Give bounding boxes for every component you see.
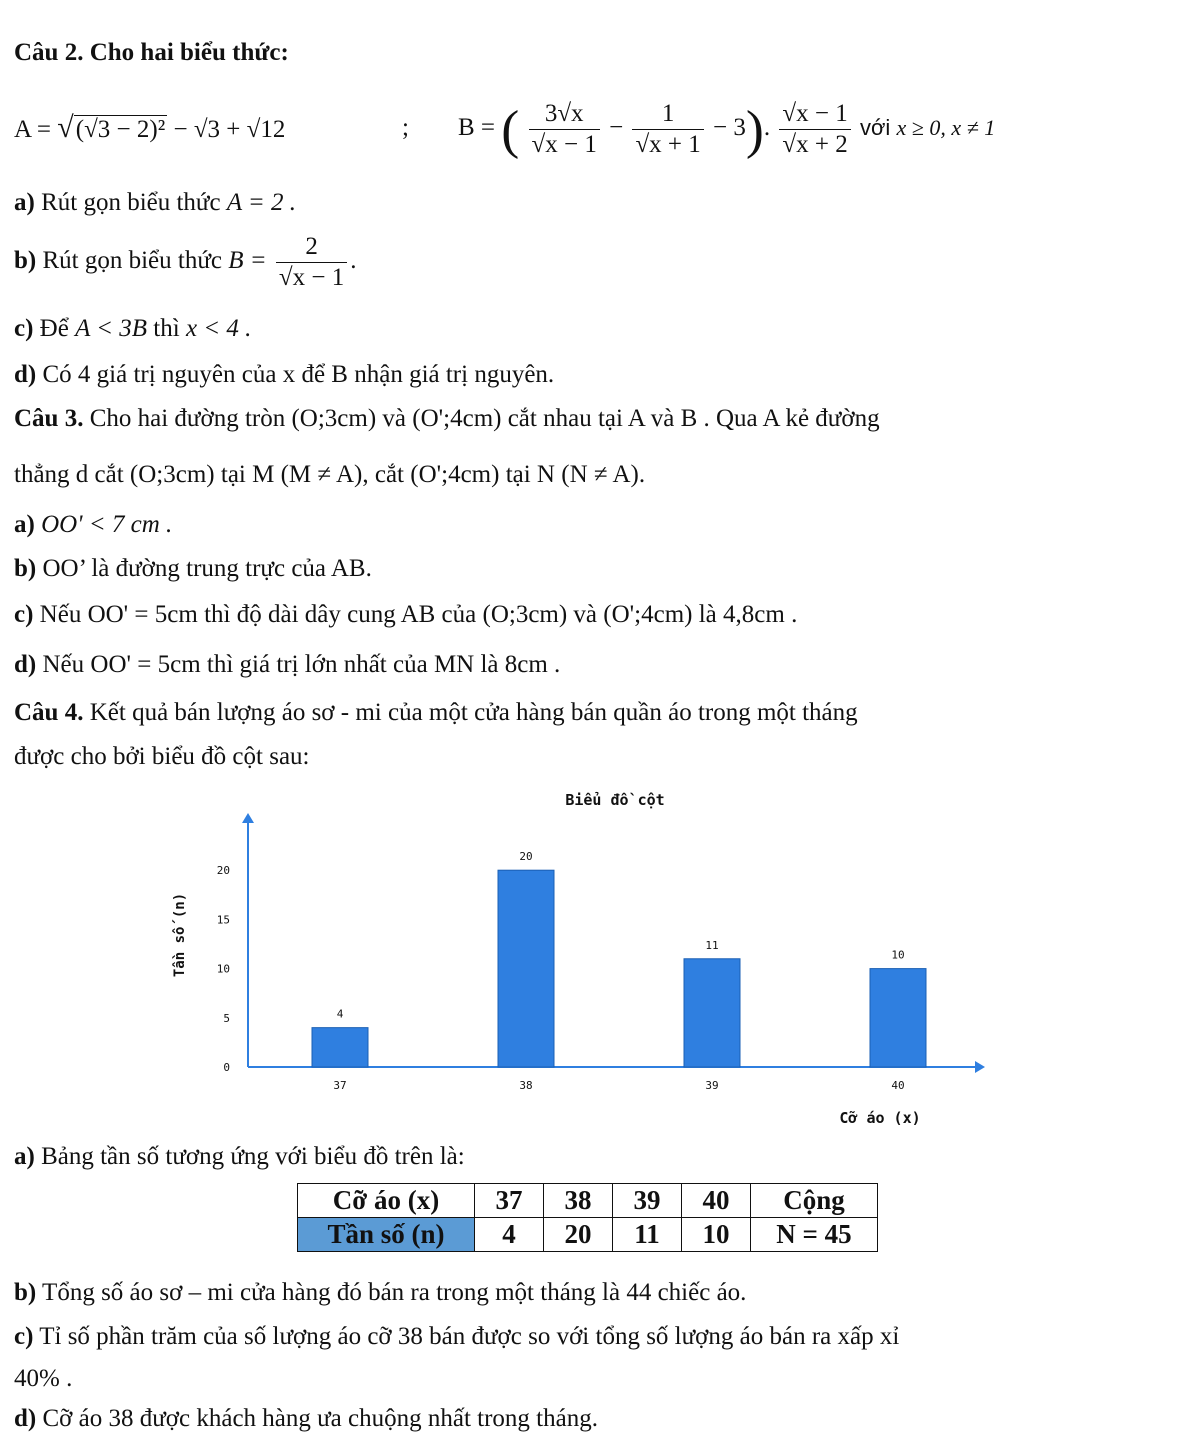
expr-b-minus-three: − 3 xyxy=(713,114,746,141)
q3-b-label: b) xyxy=(14,555,37,582)
frequency-table xyxy=(297,1183,878,1252)
q2-title: Câu 2. xyxy=(14,39,84,66)
table-cell: N = 45 xyxy=(751,1218,878,1252)
q4-a-label: a) xyxy=(14,1143,35,1170)
q3-c-text: Nếu OO' = 5cm thì độ dài dây cung AB của (O;3cm) và (O';4cm) là 4,8cm . xyxy=(39,601,798,628)
q2-c-text2: thì xyxy=(153,315,180,342)
q3-d-label: d) xyxy=(14,651,37,678)
q2-b-frac-num: 2 xyxy=(276,232,347,263)
table-cell: 37 xyxy=(475,1184,544,1218)
table-cell: Tần số (n) xyxy=(298,1218,475,1252)
chart-title: Biểu đồ cột xyxy=(565,791,665,809)
q2-intro: Cho hai biểu thức: xyxy=(89,39,289,66)
q3-a-label: a) xyxy=(14,511,35,538)
q4-line1 xyxy=(14,696,858,730)
frac2-den: √x + 1 xyxy=(635,130,701,158)
frac3-num: √x − 1 xyxy=(779,99,850,130)
bar xyxy=(684,959,740,1067)
frac3-den: √x + 2 xyxy=(782,130,848,158)
frac1-den: √x − 1 xyxy=(531,130,597,158)
expr-a-radicand: (√3 − 2)² xyxy=(75,116,166,143)
q3-line1 xyxy=(14,402,880,436)
expr-a-rest: − √3 + √12 xyxy=(173,116,286,143)
q4-c xyxy=(14,1320,899,1354)
q3-c-label: c) xyxy=(14,601,34,628)
q4-b-text: Tổng số áo sơ – mi cửa hàng đó bán ra trong một tháng là 44 chiếc áo. xyxy=(42,1279,747,1306)
q2-d-text: Có 4 giá trị nguyên của x để B nhận giá trị nguyên. xyxy=(42,361,555,388)
x-tick-label: 40 xyxy=(891,1079,905,1092)
y-tick-label: 15 xyxy=(216,913,230,927)
table-cell: Cỡ áo (x) xyxy=(298,1184,475,1218)
q2-b xyxy=(14,226,356,296)
q2-heading xyxy=(14,36,289,70)
q2-a xyxy=(14,186,296,220)
q3-c xyxy=(14,598,797,632)
q2-c xyxy=(14,312,251,346)
table-cell: 4 xyxy=(475,1218,544,1252)
bar-chart xyxy=(160,785,1000,1130)
expr-b-label: B = xyxy=(458,114,496,141)
table-row xyxy=(298,1218,878,1252)
q4-d xyxy=(14,1402,598,1436)
q4-c-text1: Tỉ số phần trăm của số lượng áo cỡ 38 bán được so với tổng số lượng áo bán ra xấp xỉ xyxy=(39,1323,900,1350)
chart-xlabel: Cỡ áo (x) xyxy=(839,1109,921,1127)
table-cell: 10 xyxy=(682,1218,751,1252)
x-tick-label: 37 xyxy=(333,1079,347,1092)
bar xyxy=(870,969,926,1067)
q3-title: Câu 3. xyxy=(14,405,84,432)
x-tick-label: 39 xyxy=(705,1079,719,1092)
q4-a-text: Bảng tần số tương ứng với biểu đồ trên là: xyxy=(41,1143,465,1170)
q4-b-label: b) xyxy=(14,1279,37,1306)
bar-data-label: 10 xyxy=(891,948,905,962)
q3-a-math: OO' < 7 cm . xyxy=(41,511,173,538)
bar xyxy=(498,870,554,1067)
table-cell: Cộng xyxy=(751,1184,878,1218)
expr-b-dot: . xyxy=(763,114,771,141)
y-tick-label: 10 xyxy=(216,962,230,976)
q2-b-label: b) xyxy=(14,247,37,274)
q3-d-text: Nếu OO' = 5cm thì giá trị lớn nhất của MN là 8cm . xyxy=(42,651,561,678)
chart-ylabel: Tần số (n) xyxy=(172,892,188,978)
table-cell: 39 xyxy=(613,1184,682,1218)
q2-c-math1: A < 3B xyxy=(75,315,148,342)
q2-a-label: a) xyxy=(14,189,35,216)
q2-c-math2: x < 4 . xyxy=(185,315,252,342)
bar-data-label: 20 xyxy=(519,850,533,864)
q4-text1: Kết quả bán lượng áo sơ - mi của một cửa hàng bán quần áo trong một tháng xyxy=(89,699,858,726)
q4-b xyxy=(14,1276,746,1310)
bar-data-label: 11 xyxy=(705,938,719,952)
frac1-num: 3√x xyxy=(529,99,600,130)
table-cell: 38 xyxy=(544,1184,613,1218)
q2-d-label: d) xyxy=(14,361,37,388)
q3-b xyxy=(14,552,372,586)
frac2-num: 1 xyxy=(632,99,703,130)
expr-a-label: A = xyxy=(14,116,52,143)
q4-c-label: c) xyxy=(14,1323,34,1350)
q2-c-label: c) xyxy=(14,315,34,342)
q2-b-text: Rút gọn biểu thức xyxy=(42,247,222,274)
q4-d-label: d) xyxy=(14,1405,37,1432)
q2-b-frac-den: √x − 1 xyxy=(278,263,345,291)
q3-a xyxy=(14,508,172,542)
q2-b-fraction xyxy=(276,232,347,293)
table-cell: 40 xyxy=(682,1184,751,1218)
x-tick-label: 38 xyxy=(519,1079,533,1092)
y-axis-arrow-icon xyxy=(242,813,254,823)
expr-b-fraction-3 xyxy=(779,99,850,160)
y-tick-label: 0 xyxy=(223,1061,230,1074)
q3-b-text: OO’ là đường trung trực của AB. xyxy=(42,555,372,582)
expression-b: B = ( $\frac{3√x}{√x - 1}$ − $\frac{1}{√x + 1}$ − 3). $\frac{√x - 1}{√x + 2}$ với x ≥ 0, x ≠ 1 xyxy=(458,99,996,160)
condition: x ≥ 0, x ≠ 1 xyxy=(896,115,996,140)
expr-separator: ; xyxy=(402,114,409,141)
bar-data-label: 4 xyxy=(336,1007,344,1021)
q2-b-dot: . xyxy=(350,247,357,274)
expr-b-fraction-2 xyxy=(632,99,703,160)
q3-line2: thẳng d cắt (O;3cm) tại M (M ≠ A), cắt (O';4cm) tại N (N ≠ A). xyxy=(14,461,646,488)
expr-b-fraction-1 xyxy=(529,99,600,160)
q2-b-math-left: B = xyxy=(228,247,267,274)
x-axis-arrow-icon xyxy=(975,1061,985,1073)
table-cell: 11 xyxy=(613,1218,682,1252)
expr-b-minus: − xyxy=(609,114,624,141)
condition-text: với xyxy=(859,115,891,140)
q4-c-cont: 40% . xyxy=(14,1365,73,1392)
q2-d xyxy=(14,358,554,392)
expression-a: A = √(√3 − 2)² − √3 + √12 xyxy=(14,111,286,144)
q4-title: Câu 4. xyxy=(14,699,84,726)
q4-line2: được cho bởi biểu đồ cột sau: xyxy=(14,743,310,770)
q4-a xyxy=(14,1140,465,1174)
q2-a-text: Rút gọn biểu thức xyxy=(41,189,221,216)
q2-c-text1: Để xyxy=(39,315,69,342)
chart-bars xyxy=(312,870,926,1067)
y-tick-label: 5 xyxy=(223,1011,230,1025)
q4-d-text: Cỡ áo 38 được khách hàng ưa chuộng nhất trong tháng. xyxy=(42,1405,598,1432)
table-cell: 20 xyxy=(544,1218,613,1252)
bar xyxy=(312,1028,368,1067)
q3-text1: Cho hai đường tròn (O;3cm) và (O';4cm) cắt nhau tại A và B . Qua A kẻ đường xyxy=(89,405,880,432)
y-tick-label: 20 xyxy=(216,864,230,878)
q2-a-math: A = 2 . xyxy=(226,189,297,216)
q3-d xyxy=(14,648,560,682)
table-row xyxy=(298,1184,878,1218)
